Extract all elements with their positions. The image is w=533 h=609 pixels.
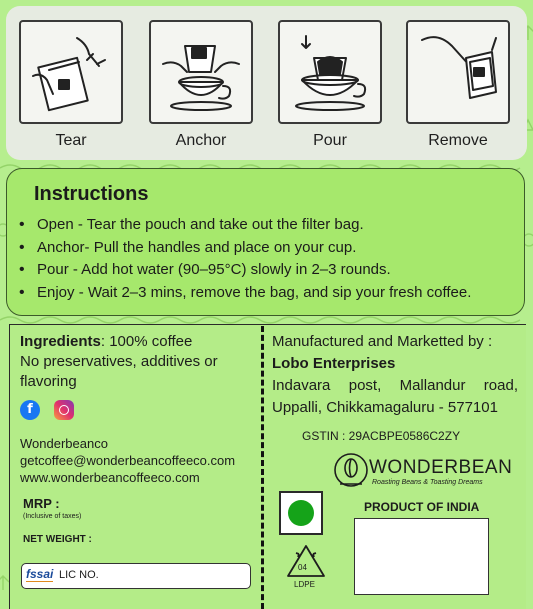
step-label: Tear (55, 132, 87, 149)
recycle-number: 04 (298, 563, 307, 572)
address-line: Uppalli, Chikkamagaluru - 577101 (272, 399, 498, 416)
facebook-icon[interactable]: f (20, 400, 40, 420)
step-frame (278, 20, 382, 124)
coffee-bean-logo-icon (334, 452, 368, 492)
mrp-label: MRP : (23, 496, 60, 511)
step-remove (406, 20, 510, 150)
step-frame (19, 20, 123, 124)
dashed-divider (261, 326, 264, 609)
step-label: Pour (313, 132, 347, 149)
company-name: Lobo Enterprises (272, 355, 396, 372)
step-label: Remove (428, 132, 488, 149)
fssai-license-box (21, 563, 251, 589)
contact-email[interactable]: getcoffee@wonderbeancoffeeco.com (20, 453, 236, 468)
mrp-note: (Inclusive of taxes) (23, 513, 82, 520)
veg-dot (288, 500, 314, 526)
step-anchor (149, 20, 253, 150)
lic-label: LIC NO. (59, 569, 99, 581)
gstin-text: GSTIN : 29ACBPE0586C2ZY (302, 429, 461, 443)
instruction-item: • Enjoy - Wait 2–3 mins, remove the bag, and sip your fresh coffee. (19, 282, 471, 305)
anchor-on-cup-icon (159, 30, 243, 114)
recycle-label: LDPE (294, 580, 315, 589)
step-frame (149, 20, 253, 124)
step-frame (406, 20, 510, 124)
contact-website[interactable]: www.wonderbeancoffeeco.com (20, 470, 200, 485)
no-preservatives-text: flavoring (20, 373, 77, 390)
address-line: Indavara post, Mallandur road, (272, 377, 518, 394)
remove-bag-icon (416, 30, 500, 114)
fssai-logo: fssai (26, 567, 54, 581)
instructions-panel (6, 168, 525, 316)
instruction-item: • Anchor- Pull the handles and place on your cup. (19, 237, 471, 260)
instruction-item: • Open - Tear the pouch and take out the filter bag. (19, 214, 471, 237)
ingredients-line (20, 333, 192, 350)
recycle-triangle-icon (285, 544, 327, 578)
step-label: Anchor (175, 132, 227, 149)
ingredients-value: : 100% coffee (100, 333, 193, 350)
brand-name: WONDERBEAN (369, 457, 513, 478)
ingredients-label: Ingredients (20, 333, 101, 350)
net-weight-label: NET WEIGHT : (23, 534, 92, 545)
contact-handle: Wonderbeanco (20, 436, 108, 451)
instruction-item: • Pour - Add hot water (90–95°C) slowly in 2–3 rounds. (19, 259, 471, 282)
no-preservatives-text: No preservatives, additives or (20, 353, 218, 370)
pour-water-icon (288, 30, 372, 114)
brand-tagline: Roasting Beans & Toasting Dreams (372, 479, 483, 486)
veg-mark (279, 491, 323, 535)
product-of-india: PRODUCT OF INDIA (364, 500, 480, 514)
instructions-title: Instructions (34, 183, 149, 205)
tear-pouch-icon (29, 30, 113, 114)
step-pour (278, 20, 382, 150)
instagram-icon[interactable] (54, 400, 74, 420)
instructions-list (19, 214, 471, 304)
manufactured-by-label: Manufactured and Marketted by : (272, 333, 493, 350)
step-tear (19, 20, 123, 150)
batch-info-box (354, 518, 489, 595)
